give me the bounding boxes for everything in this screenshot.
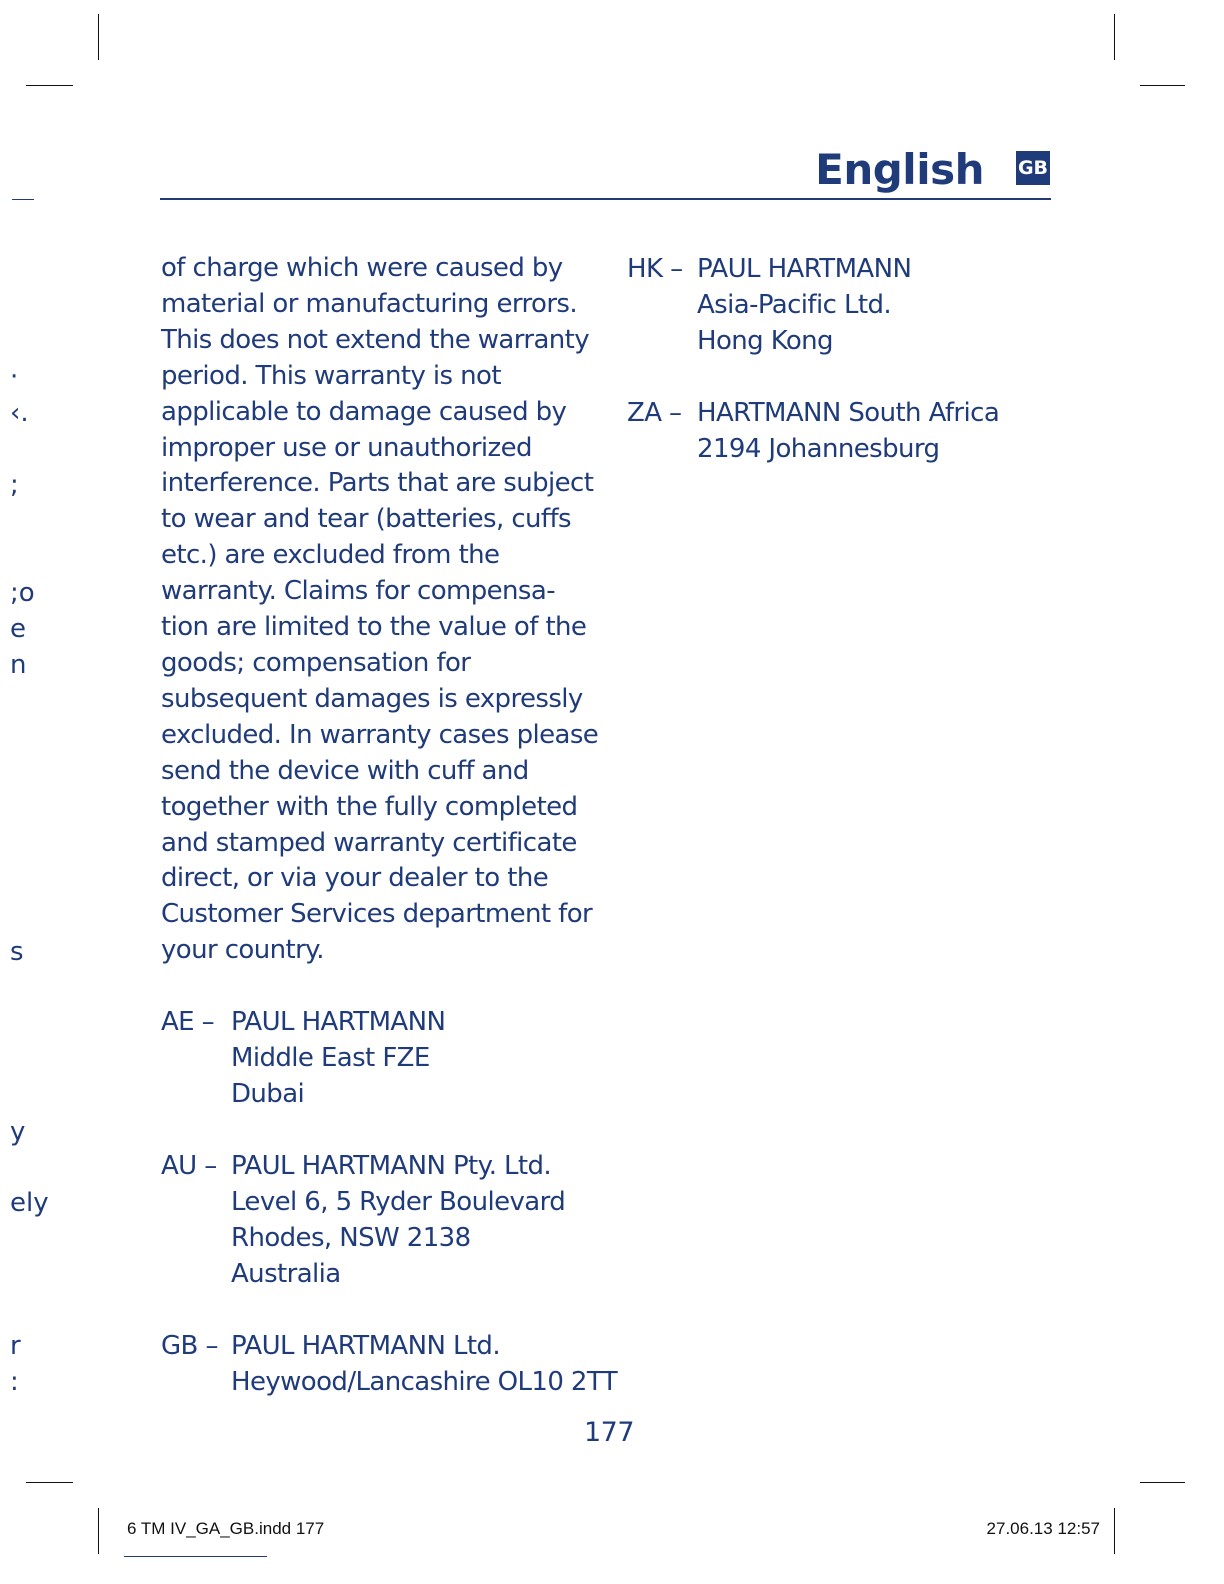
bleed-fragment: n [10, 650, 27, 680]
address-line: PAUL HARTMANN [231, 1007, 446, 1038]
paragraph-line: to wear and tear (batteries, cuffs [161, 504, 571, 535]
page-number: 177 [584, 1417, 635, 1448]
crop-mark-top-right-horizontal [1140, 85, 1185, 86]
paragraph-line: period. This warranty is not [161, 360, 501, 391]
address-za [627, 395, 1057, 467]
paragraph-line: your country. [161, 935, 324, 966]
paragraph-line: together with the fully completed [161, 791, 578, 822]
country-code: ZA – [627, 398, 682, 428]
address-line: Level 6, 5 Ryder Boulevard [231, 1187, 566, 1218]
crop-mark-bottom-left-vertical [98, 1508, 99, 1554]
bleed-fragment: y [10, 1117, 26, 1147]
address-line: Australia [231, 1259, 341, 1290]
language-title: English [815, 145, 984, 194]
paragraph-line: etc.) are excluded from the [161, 540, 500, 571]
address-gb [161, 1328, 617, 1400]
paragraph-line: direct, or via your dealer to the [161, 863, 549, 894]
crop-mark-top-left-vertical [98, 14, 99, 60]
bleed-fragment: e [10, 614, 26, 644]
slug-filename: 6 TM IV_GA_GB.indd 177 [127, 1519, 325, 1538]
bleed-fragment: s [10, 937, 24, 967]
address-ae [161, 1004, 601, 1112]
address-line: PAUL HARTMANN [697, 254, 912, 284]
address-line: Hong Kong [697, 326, 833, 356]
header-rule [160, 198, 1051, 200]
crop-mark-top-left-horizontal [26, 85, 73, 86]
paragraph-line: warranty. Claims for compensa- [161, 576, 555, 607]
slug-underline [124, 1556, 267, 1557]
country-code: GB – [161, 1331, 218, 1362]
address-au [161, 1148, 601, 1292]
address-line: 2194 Johannesburg [697, 434, 940, 464]
paragraph-line: tion are limited to the value of the [161, 612, 587, 643]
crop-mark-bottom-left-horizontal [26, 1482, 73, 1483]
address-line: Middle East FZE [231, 1043, 430, 1074]
paragraph-line: material or manufacturing errors. [161, 288, 578, 319]
bleed-fragment: : [10, 1367, 19, 1397]
bleed-fragment: r [10, 1331, 21, 1361]
slug-datetime: 27.06.13 12:57 [986, 1519, 1100, 1538]
country-code: AU – [161, 1151, 217, 1182]
country-code: AE – [161, 1007, 215, 1038]
bleed-fragment: ; [10, 470, 19, 500]
bleed-fragment: ‹. [10, 398, 29, 428]
address-line: Dubai [231, 1079, 305, 1110]
crop-mark-bottom-right-vertical [1114, 1508, 1115, 1554]
country-code: HK – [627, 254, 683, 284]
paragraph-line: goods; compensation for [161, 647, 471, 678]
bleed-fragment: ely [10, 1188, 49, 1218]
address-line: Heywood/Lancashire OL10 2TT [231, 1367, 617, 1398]
address-line: Asia-Pacific Ltd. [697, 290, 892, 320]
paragraph-line: This does not extend the warranty [161, 324, 590, 355]
bleed-fragment: ;o [10, 578, 35, 608]
crop-mark-bottom-right-horizontal [1140, 1482, 1185, 1483]
paragraph-line: of charge which were caused by [161, 253, 563, 283]
right-column [627, 251, 1057, 467]
address-line: PAUL HARTMANN Ltd. [231, 1331, 501, 1362]
bleed-fragment: · [10, 362, 19, 392]
paragraph-line: improper use or unauthorized [161, 432, 532, 463]
address-line: PAUL HARTMANN Pty. Ltd. [231, 1151, 552, 1182]
warranty-paragraph [161, 251, 601, 969]
address-hk [627, 251, 1057, 359]
paragraph-line: subsequent damages is expressly [161, 683, 583, 714]
paragraph-line: excluded. In warranty cases please [161, 719, 599, 750]
address-line: Rhodes, NSW 2138 [231, 1223, 471, 1254]
paragraph-line: applicable to damage caused by [161, 396, 567, 427]
language-code-badge: GB [1016, 151, 1050, 185]
address-line: HARTMANN South Africa [697, 398, 1000, 428]
left-column [161, 251, 617, 1400]
crop-mark-top-right-vertical [1114, 14, 1115, 60]
paragraph-line: and stamped warranty certificate [161, 827, 577, 858]
paragraph-line: interference. Parts that are subject [161, 468, 594, 499]
paragraph-line: send the device with cuff and [161, 755, 529, 786]
paragraph-line: Customer Services department for [161, 899, 593, 930]
margin-tick [12, 199, 34, 200]
